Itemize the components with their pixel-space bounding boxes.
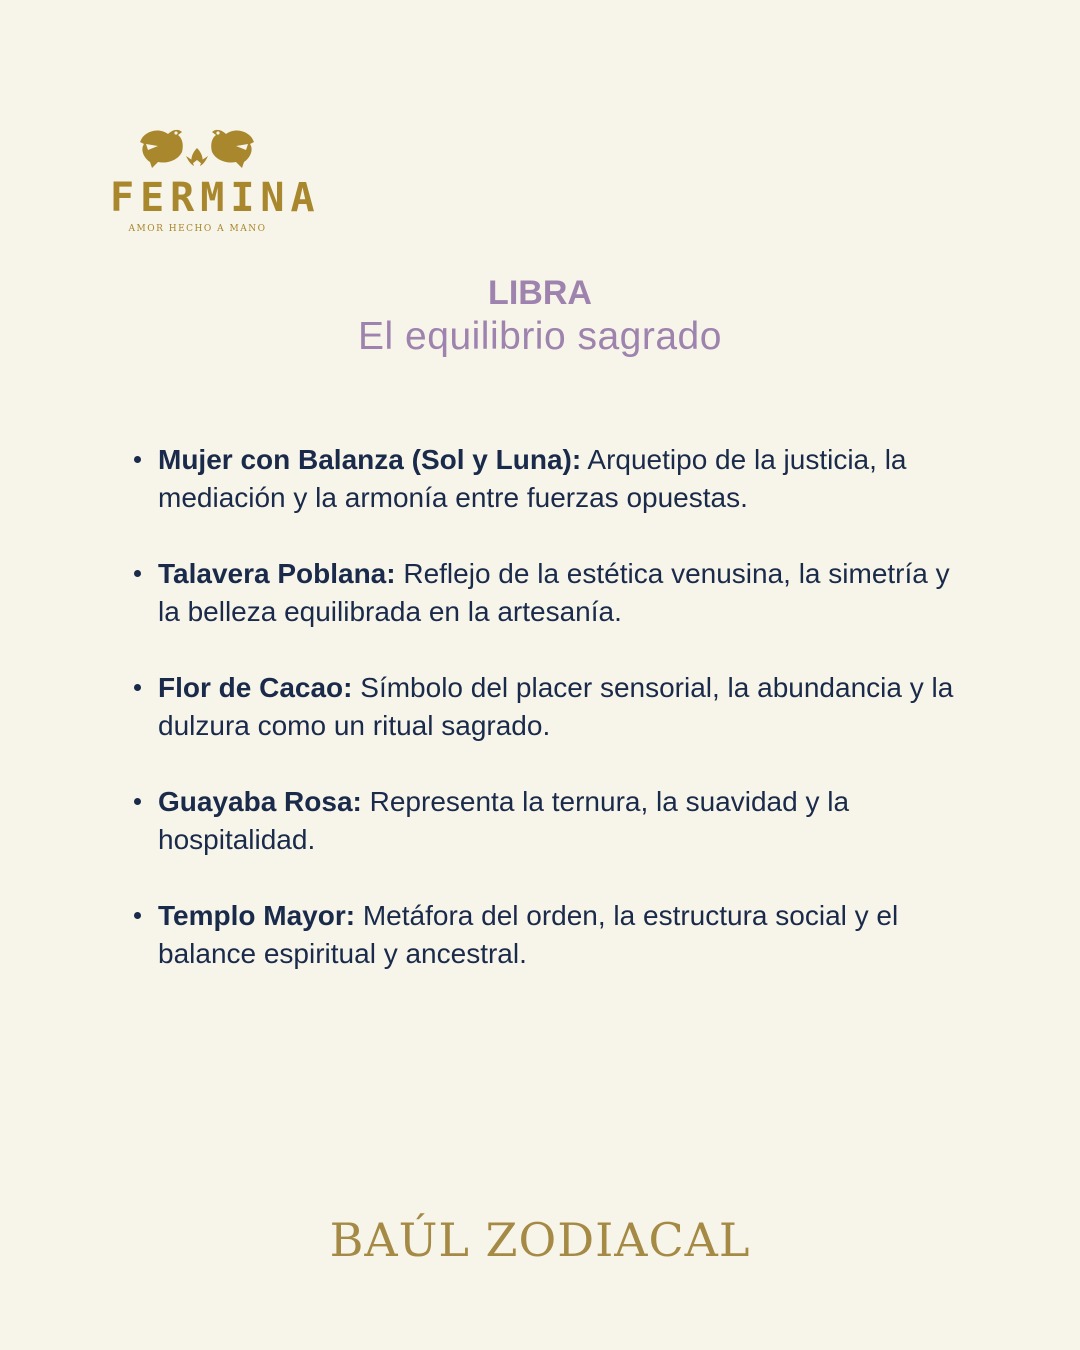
item-description: Símbolo del placer sensorial, la abundancia y la dulzura como un ritual sagrado. [158,672,954,741]
zodiac-sign-title: LIBRA [488,274,592,312]
item-description: Arquetipo de la justicia, la mediación y la armonía entre fuerzas opuestas. [158,444,907,513]
footer-title: BAÚL ZODIACAL [329,1213,751,1267]
bullet-icon [134,798,141,805]
item-term: Mujer con Balanza (Sol y Luna): [158,444,582,475]
brand-wordmark: FERMINA [110,175,321,221]
symbol-list [128,441,960,1011]
heading [0,272,1080,360]
bullet-icon [134,684,141,691]
item-term: Talavera Poblana: [158,558,396,589]
bullet-icon [134,912,141,919]
item-term: Templo Mayor: [158,900,356,931]
list-item [128,441,960,517]
item-description: Reflejo de la estética venusina, la simetría y la belleza equilibrada en la artesanía. [158,558,950,627]
item-term: Guayaba Rosa: [158,786,362,817]
item-term: Flor de Cacao: [158,672,353,703]
list-item [128,555,960,631]
bullet-icon [134,456,141,463]
two-birds-emblem-icon [138,124,256,170]
brand-logo [110,120,321,240]
list-item [128,669,960,745]
list-item [128,783,960,859]
brand-tagline: AMOR HECHO A MANO [128,224,267,234]
zodiac-subtitle: El equilibrio sagrado [358,315,722,358]
list-item [128,897,960,973]
item-description: Representa la ternura, la suavidad y la hospitalidad. [158,786,850,855]
bullet-icon [134,570,141,577]
item-description: Metáfora del orden, la estructura social y el balance espiritual y ancestral. [158,900,899,969]
